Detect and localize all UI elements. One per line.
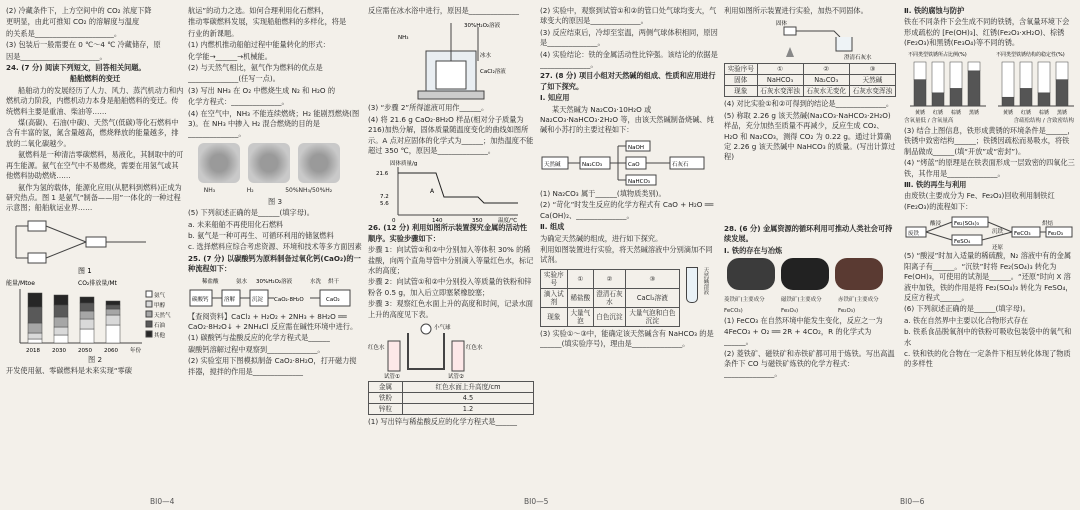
bar-segment (54, 335, 68, 343)
bar-segment (914, 79, 926, 105)
table-cell: 现象 (725, 86, 758, 97)
table-cell: NaHCO₃ (757, 75, 803, 86)
subquestion: (2) “苛化”时发生反应的化学方程式有 CaO + H₂O ══ Ca(OH)₂、______________。 (540, 200, 714, 220)
paragraph: 氨作为氢的载体，能源化应用(从肥料到燃料)正成为研究热点。图 1 是氨气“制备——用”一体化的一种过程示意图；船舶航运业界…… (6, 182, 182, 213)
chart-title: 不同类型铁锈所占比例(%) (908, 51, 967, 58)
table-header: 实验序号 (725, 64, 758, 75)
section-heading: Ⅱ. 铁的腐蚀与防护 (904, 6, 965, 15)
column-2 (188, 6, 362, 378)
table-cell: 4.5 (403, 393, 534, 404)
legend-swatch (146, 311, 152, 317)
bar-segment (80, 303, 94, 311)
paragraph: 利用如图装置进行实验，将天然碱溶液中分别滴加不同试剂。 (540, 244, 713, 265)
text-line: 航运”的动力之选。如何合理利用化石燃料， (188, 6, 329, 15)
table-cell: 澄清石灰水 (594, 288, 626, 307)
subquestion: (3) 写出 NH₃ 在 O₂ 中燃烧生成 N₂ 和 H₂O 的 (188, 85, 336, 95)
chart-y2label: CO₂排放量/Mt (78, 279, 117, 287)
flow-label: CaO₂·8H₂O (274, 296, 304, 303)
axis-tick-label: 黑锈 (969, 109, 980, 116)
table-cell: 1.2 (403, 404, 534, 415)
flow-label: NaOH (628, 144, 644, 151)
tube-label: 天然碱溶液 (702, 266, 709, 295)
graph-ylabel: 固体质量/g (390, 161, 418, 168)
flow-label: 稀盐酸 (202, 278, 219, 285)
bar-segment (968, 62, 980, 71)
graph-point-a: A (430, 188, 435, 196)
ammonia-cycle-diagram (6, 215, 182, 277)
flow-label: CaO (628, 161, 640, 168)
subquestion: (2) 与天然气相比，氨气作为燃料的优点是 (188, 63, 323, 73)
graph-tick: 7.2 (380, 194, 389, 201)
axis-tick-label: 年份 (130, 347, 142, 354)
option-b: b. 铁系食品脱氧剂中的铁粉可吸收包装袋中的氧气和水 (904, 327, 1072, 347)
flow-label: 碳酸钙 (192, 296, 209, 303)
bar-segment (106, 325, 120, 343)
apparatus-label: 冰水 (480, 53, 492, 60)
apparatus-label: CaCl₂溶液 (480, 69, 506, 76)
bar-segment (1056, 79, 1068, 105)
subquestion: (3) 结合上图信息，铁形成黄锈的环境条件是______，铁锈中致密结构______；铁锈因疏松而易吸水，将铁制品做成______(填“开放”或“密封”)。 (904, 126, 1075, 156)
bar-segment (28, 307, 42, 323)
paragraph: 船舶动力的发展经历了人力、风力、蒸汽机动力和内燃机动力阶段，内燃机动力本身是船舶燃料的变迁。传统燃料主要是重油、柴油等…… (6, 85, 184, 116)
column-6 (904, 6, 1076, 371)
apparatus-label: 固体 (776, 21, 788, 28)
graph-tick: 21.6 (376, 171, 389, 178)
ore-photo-siderite (727, 258, 775, 290)
subquestion: (2) 菱铁矿、磁铁矿和赤铁矿都可用于炼铁。写出高温条件下 CO 与磁铁矿炼铁的化学方程式：______________。 (724, 348, 895, 379)
bar-segment (950, 88, 962, 106)
table-cell: 天然碱 (849, 75, 895, 86)
table-cell: 石灰水无变化 (803, 86, 849, 97)
bar-segment (80, 311, 94, 319)
page-number: BI0—5 (524, 497, 549, 506)
u-tube-apparatus (368, 321, 534, 379)
flame-photo-h2 (248, 143, 290, 183)
bar-segment (1020, 88, 1032, 106)
subquestion: 化学方程式：______________。 (188, 97, 289, 107)
bar-segment (80, 297, 94, 303)
subquestion: 化学能→______→机械能。 (188, 51, 272, 61)
bar-segment (932, 62, 944, 93)
flame-photo-nh3 (198, 143, 240, 183)
table-header: ③ (849, 64, 895, 75)
flow-label: 30%H₂O₂溶液 (256, 278, 293, 285)
bar-segment (1038, 92, 1050, 105)
results-table (368, 381, 534, 415)
subquestion: (3) “步骤 2”所得滤液可用作______。 (368, 103, 489, 113)
subquestion: (5) 下列叙述正确的是______(填字母)。 (188, 208, 314, 218)
subquestion: 碳酸钙溶解过程中观察到______________。 (188, 344, 325, 354)
paragraph: 由废铁(主要成分为 Fe、Fe₂O₃)回收利用制铁红(Fe₂O₃)的流程如下： (904, 191, 1055, 211)
paragraph: 为确定天然碱的组成，进行如下探究。 (540, 233, 663, 243)
table-cell: Na₂CO₃ (803, 75, 849, 86)
bar-segment (80, 319, 94, 329)
flow-label: NaHCO₃ (628, 178, 650, 185)
subquestion: (4) 将 21.6 g CaO₂·8H₂O 样品(相对分子质量为 216)加热分解，固体质量随温度变化的曲线如图所示。A 点对应固体的化学式为______；加热温度不能超过 350 ℃，原因是______________。 (368, 114, 534, 156)
figure-caption: 图 2 (87, 354, 103, 364)
option-c: c. 选择燃料应综合考虑资源、环境和技术等多方面因素 (188, 242, 362, 252)
option-a: a. 未来船舶不再使用化石燃料 (188, 219, 284, 229)
subquestion: (4) 在空气中，NH₃ 不能连续燃烧；H₂ 能剧烈燃烧(图 3)。在 NH₃ 中掺入 H₂ 混合燃烧的目的是______________。 (188, 108, 360, 139)
column-3 (368, 6, 534, 429)
bar-segment (80, 329, 94, 343)
table-header: ① (567, 269, 594, 288)
tube-label: 小气球 (434, 325, 451, 332)
legend-swatch (146, 291, 152, 297)
figure-caption: 图 3 (267, 196, 283, 206)
subquestion: (5) “酸浸”时加入适量的稀硫酸，N₂ 溶液中有的金属阳离子有______。“沉铁”时将 Fe₂(SO₄)₃ 转化为 Fe(OH)₃，可使用的试剂是______。“还原”时向 X 溶液中加铁，铁的作用是将 Fe₂(SO₄)₃ 转化为 FeSO₄，反应方程式______。 (904, 251, 1073, 302)
question-28: 28. (6 分) 金属资源的循环利用可推动人类社会可持续发展。 (724, 223, 893, 244)
flow-label: 沉淀 (252, 296, 264, 303)
table-header: 红色水面上升高度/cm (403, 382, 534, 393)
bar-segment (106, 315, 120, 325)
photo-label: 50%NH₃/50%H₂ (285, 187, 333, 195)
bar-segment (28, 339, 42, 343)
flow-label: Fe₂O₃ (1048, 231, 1063, 238)
table-header: ② (594, 269, 626, 288)
text-line: 更明显，由此可推知 CO₂ 的溶解度与温度 (6, 17, 140, 27)
subquestion: (2) 实验室用下图模拟制备 CaO₂·8H₂O，打开磁力搅拌器，搅拌的作用是______________ (188, 356, 357, 376)
legend-swatch (146, 301, 152, 307)
table-header: ① (757, 64, 803, 75)
text-line: (3) 包装后一般需要在 0 ℃～4 ℃ 冷藏储存，原 (6, 40, 161, 50)
flow-label: 水洗 (310, 278, 322, 285)
table-cell: 铁粉 (369, 393, 403, 404)
legend-item: 含氧量低 / 含氧量高 (904, 117, 954, 124)
tube-label: 试管② (448, 374, 464, 380)
bar-segment (1002, 62, 1014, 97)
mass-temperature-graph (368, 157, 534, 223)
bar-segment (1020, 62, 1032, 88)
bar-segment (28, 333, 42, 339)
table-header: 金属 (369, 382, 403, 393)
photo-labels (188, 186, 348, 196)
subquestion: (3) 实验①～③中，能确定该天然碱含有 NaHCO₃ 的是______(填实验序号)，理由是______________。 (540, 328, 714, 349)
subquestion: (1) FeCO₃ 在自然环境中能发生变化，反应之一为 4FeCO₃ + O₂ ══ 2R + 4CO₂，R 的化学式为______。 (724, 316, 883, 347)
axis-tick-label: 2060 (104, 347, 118, 354)
soda-flow-diagram (540, 137, 716, 189)
bar-segment (54, 305, 68, 317)
bar-segment (106, 301, 120, 305)
legend-label: 石油 (154, 322, 166, 329)
table-cell: 大量气泡 (567, 307, 594, 326)
column-1 (6, 6, 184, 378)
legend-swatch (146, 321, 152, 327)
chart-title: 不同类型铁锈结构的稳定性(%) (996, 51, 1065, 58)
section-heading: Ⅰ. 知应用 (540, 93, 570, 103)
option-c: c. 铁和铁的化合物在一定条件下相互转化体现了物质的多样性 (904, 348, 1071, 369)
section-heading: Ⅱ. 组成 (540, 222, 565, 232)
subquestion: (1) 内燃机推动船舶过程中能量转化的形式： (188, 40, 330, 50)
bar-segment (54, 327, 68, 335)
apparatus-label: 30%H₂O₂溶液 (464, 23, 501, 30)
table-header: ② (803, 64, 849, 75)
bar-segment (28, 323, 42, 333)
axis-tick-label: 2018 (26, 347, 40, 354)
legend-item: 含疏松结构 / 含致密结构 (1013, 117, 1074, 124)
flow-label: CaO₂ (326, 296, 340, 303)
subquestion: (4) 实验结论：铁的金属活动性比锌强。该结论的依据是______________。 (540, 49, 718, 70)
apparatus-label: 澄清石灰水 (844, 55, 872, 62)
heating-apparatus (724, 17, 896, 61)
flame-photos (194, 143, 362, 186)
answer-space (724, 164, 896, 224)
cao2-flow-diagram (188, 276, 362, 312)
rust-bar-charts (904, 50, 1076, 116)
table-cell: 滴入试剂 (541, 288, 568, 307)
bar-segment (106, 309, 120, 315)
ore-label: 磁铁矿(主要成分 Fe₃O₄) (781, 297, 822, 314)
axis-tick-label: 2050 (78, 347, 92, 354)
subquestion: (4) “烤蓝”的原理是在铁表面形成一层致密的四氧化三铁，其作用是______________。 (904, 158, 1075, 178)
option-a: a. 铁在自然界中主要以化合物形式存在 (904, 315, 1028, 325)
bar-segment (932, 92, 944, 105)
ore-photo-hematite (835, 258, 883, 290)
axis-tick-label: 2030 (52, 347, 66, 354)
test-tube-icon (686, 267, 698, 303)
graph-tick: 5.6 (380, 201, 389, 208)
flow-label: 天然碱 (544, 161, 561, 168)
legend-label: 天然气 (154, 312, 171, 319)
flow-label: 沉铁 (992, 229, 1004, 236)
bar-segment (1056, 62, 1068, 80)
paragraph: 氨燃料是一种清洁零碳燃料，易液化，其制取中的可再生能源。氨气在空气中不易燃烧，需要在用氢气或其他燃料协助燃烧…… (6, 150, 184, 181)
bar-segment (968, 70, 980, 105)
subquestion: (1) 碳酸钙与盐酸反应的化学方程式是______ (188, 333, 330, 343)
photo-label: H₂ (246, 187, 254, 195)
chart-ylabel: 能量/Mtoe (6, 279, 35, 287)
legend-label: 其他 (154, 332, 166, 339)
legend-swatch (146, 331, 152, 337)
tube-label: 红色水 (368, 345, 385, 352)
figure-caption: 图 1 (78, 266, 92, 275)
tube-label: 红色水 (466, 345, 483, 352)
axis-tick-label: 棕锈 (1039, 109, 1050, 116)
bar-segment (950, 62, 962, 88)
ore-photo-magnetite (781, 258, 829, 290)
paragraph: 铁在不同条件下会生成不同的铁锈，含氧量环境下会形成疏松的 [Fe(OH)₃]、红锈(Fe₂O₃·xH₂O)、棕锈(Fe₂O₃)和黑锈(Fe₃O₄)等不同的锈。 (904, 17, 1070, 48)
bar-segment (28, 293, 42, 307)
axis-tick-label: 黄锈 (915, 109, 926, 116)
bar-segment (54, 317, 68, 327)
paragraph: 煤(高碳)、石油(中碳)、天然气(低碳)等化石燃料中含有丰富的氢，氮含量越高，燃烧释放的能量越多，排放的二氧化碳越少。 (6, 118, 179, 148)
table-header: 实验序号 (541, 269, 568, 288)
apparatus-label: NH₃ (398, 35, 409, 42)
table-with-tube (540, 267, 718, 329)
table-cell: 固体 (725, 75, 758, 86)
flow-label: Fe₂(SO₄)₃ (954, 221, 979, 228)
question-24: 24. (7 分) 阅读下列短文，回答相关问题。 (6, 63, 146, 73)
bar-segment (106, 305, 120, 309)
subquestion: ______________(任写一点)。 (188, 74, 280, 84)
section-heading: Ⅲ. 铁的再生与利用 (904, 180, 967, 190)
table-cell: 稀盐酸 (567, 288, 594, 307)
subquestion: (6) 下列叙述正确的是______(填字母)。 (904, 304, 1030, 314)
step: 步骤 1：向试管①和②中分别加入等体积 30% 的稀盐酸，向两个直角导管中分别滴入等量红色水，标记水的高度； (368, 245, 534, 276)
flow-label: Na₂CO₃ (582, 161, 603, 168)
subquestion: (4) 对比实验①和②可得到的结论是______________。 (724, 99, 894, 109)
rust-chart-legend (904, 116, 1074, 126)
heating-table (724, 63, 896, 97)
photo-label: NH₃ (203, 187, 216, 195)
table-cell: 现象 (541, 307, 568, 326)
bar-segment (1038, 62, 1050, 93)
table-cell: 锌粒 (369, 404, 403, 415)
subquestion: (3) 反应结束后，冷却至室温，两侧气球体积相同，原因是______________。 (540, 27, 718, 48)
question-26: 26. (12 分) 利用如图所示装置探究金属的活动性顺序。实验步骤如下： (368, 223, 528, 243)
bar-segment (1002, 97, 1014, 106)
legend-label: 甲醇 (154, 302, 166, 309)
apparatus-diagram (368, 17, 534, 103)
ore-label: 赤铁矿(主要成分 Fe₂O₃) (838, 297, 879, 314)
subquestion: (5) 称取 2.26 g 该天然碱(Na₂CO₃·NaHCO₃·2H₂O)样品，充分加热至质量不再减少，反应生成 CO₂、H₂O 和 Na₂CO₃，测得 CO₂ 为 0.22 g。通过计算确定 2.26 g 该天然碱中 NaHCO₃ 的质量。(写出计算过程) (724, 110, 896, 162)
option-b: b. 氨气是一种可再生、可循环利用的储氢燃料 (188, 230, 334, 240)
axis-tick-label: 红锈 (933, 109, 944, 116)
column-4 (540, 6, 718, 351)
paragraph: 某天然碱为 Na₂CO₃·10H₂O 或 Na₂CO₃·NaHCO₃·2H₂O 等，由该天然碱制备烧碱、纯碱和小苏打的主要过程如下： (540, 104, 714, 135)
text-line: 的关系是______________________。 (6, 28, 122, 38)
flow-label: 石灰石 (672, 161, 689, 168)
flow-label: 溶解 (224, 296, 236, 303)
table-header: ③ (625, 269, 679, 288)
text-line: 利用如图所示装置进行实验，加热不同固体。 (724, 6, 868, 15)
table-cell: 石灰水变浑浊 (849, 86, 895, 97)
text-line: 因是______________________。 (6, 51, 107, 61)
table-cell: 白色沉淀 (594, 307, 626, 326)
article-title: 船舶燃料的变迁 (69, 74, 121, 84)
column-5 (724, 6, 896, 381)
graph-tick: 温度/℃ (498, 218, 518, 224)
ore-photos (724, 258, 896, 293)
flow-label: FeSO₄ (954, 239, 971, 246)
iron-recycle-flow (904, 213, 1076, 251)
graph-tick: 350 (472, 218, 483, 224)
text-line: 行业的新课题。 (188, 28, 239, 38)
table-cell: CaCl₂溶液 (625, 288, 679, 307)
info-box: 【查阅资料】CaCl₂ + H₂O₂ + 2NH₃ + 8H₂O ══ CaO₂·8H₂O↓ + 2NH₄Cl 反应需在碱性环境中进行。 (188, 311, 358, 331)
table-cell: 石灰水变浑浊 (757, 86, 803, 97)
step: 步骤 2：向试管①和②中分别投入等质量的铁粉和锌粉各 0.5 g，加入后立即塞紧橡胶塞； (368, 277, 532, 297)
flow-label: 还原 (992, 245, 1004, 252)
subquestion: (1) Na₂CO₃ 属于______(填物质类别)。 (540, 188, 666, 198)
flow-label: 酸浸 (930, 221, 942, 228)
flow-label: 废铁 (908, 231, 920, 238)
step: 步骤 3：观察红色水面上升的高度和时间，记录水面上升的高度见下表。 (368, 299, 533, 319)
ore-labels (724, 295, 892, 316)
graph-tick: 140 (432, 218, 443, 224)
energy-bar-chart (6, 277, 182, 355)
bar-segment (54, 295, 68, 305)
text-line: 反应需在冰水浴中进行，原因是______________ (368, 6, 519, 15)
bar-segment (914, 62, 926, 80)
axis-tick-label: 棕锈 (951, 109, 962, 116)
question-25: 25. (7 分) 以碳酸钙为原料制备过氧化钙(CaO₂)的一种流程如下： (188, 253, 361, 274)
text-line: 开发使用氨、零碳燃料是未来实现“零碳 (6, 366, 132, 376)
flow-label: 氨水 (236, 278, 248, 285)
page-number: BI0—4 (150, 497, 175, 506)
reagent-table (540, 269, 680, 327)
axis-tick-label: 黄锈 (1003, 109, 1014, 116)
table-cell: 大量气泡和白色沉淀 (625, 307, 679, 326)
subquestion: (1) 写出锌与稀盐酸反应的化学方程式是______ (368, 417, 518, 427)
graph-tick: 0 (392, 218, 396, 224)
question-27: 27. (8 分) 项目小组对天然碱的组成、性质和应用进行了如下探究。 (540, 71, 716, 91)
page-number: BI0—6 (900, 497, 925, 506)
section-heading: Ⅰ. 铁的存在与冶炼 (724, 245, 783, 255)
flow-label: 烘干 (328, 278, 340, 285)
text-line: 推动零碳燃料发展，实现船舶燃料的多样化，将是 (188, 17, 347, 27)
tube-label: 试管① (384, 374, 400, 380)
flow-label: 烘焙 (1042, 221, 1054, 228)
axis-tick-label: 红锈 (1021, 109, 1032, 116)
flow-label: FeCO₃ (1014, 231, 1031, 238)
flame-photo-mix (298, 143, 340, 183)
ore-label: 菱铁矿(主要成分 FeCO₃) (724, 297, 765, 314)
legend-label: 氨气 (154, 292, 166, 299)
subquestion: (2) 实验中，观察到试管①和②的管口处气球均变大，气球变大的原因是______________。 (540, 6, 717, 26)
text-line: (2) 冷藏条件下，上方空间中的 CO₂ 浓度下降 (6, 6, 152, 15)
axis-tick-label: 黑锈 (1057, 109, 1068, 116)
